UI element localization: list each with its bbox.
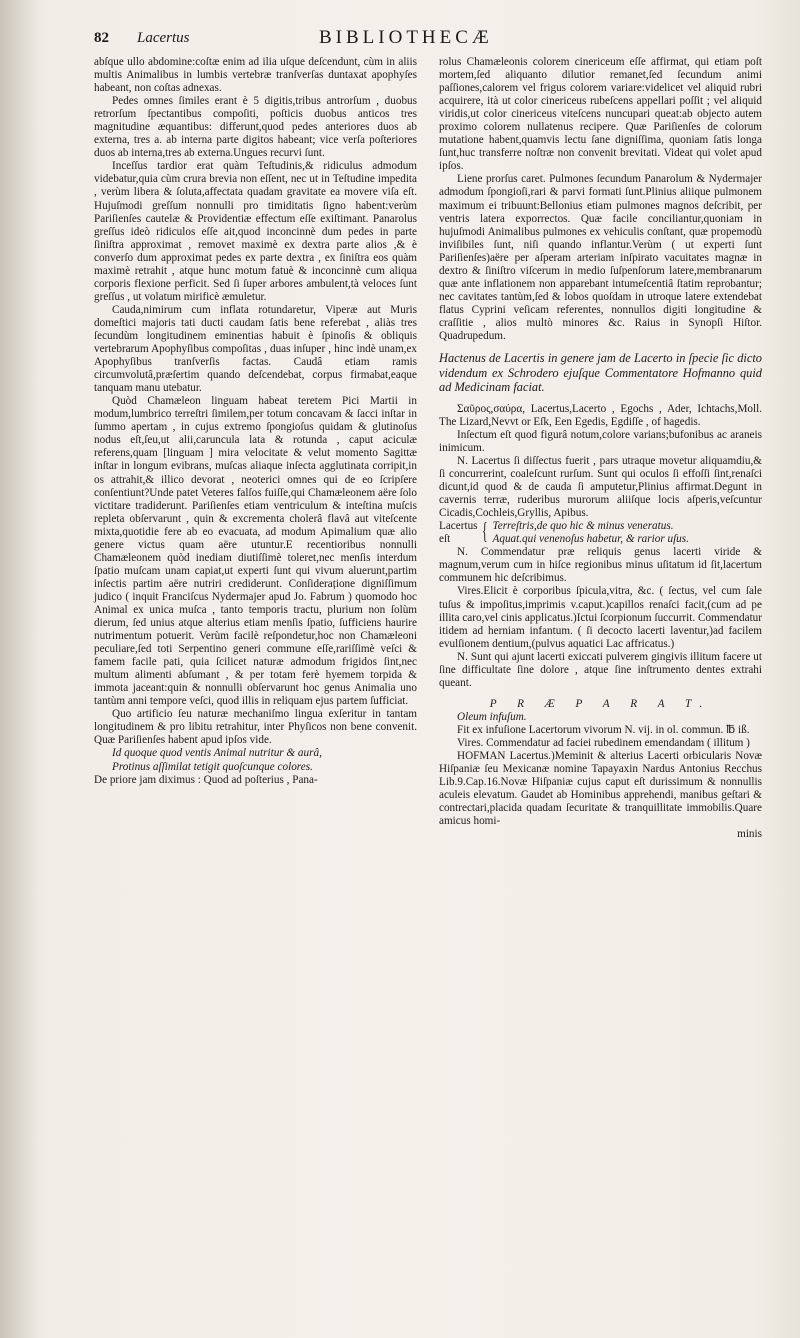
- brace-lines: [493, 520, 762, 546]
- paragraph: Liene prorſus caret. Pulmones ſecundum Panarolum & Nydermajer admodum ſpongioſi,rari & parvi formati ſunt.Plinius aliique pulmonem maximum ei tribuunt:Bellonius etiam pulmones magnos deſcribit, per ventris latera exporrectos. Quæ facile conciliantur,quoniam in hujuſmodi Animalibus pulmones ex vehiculis conſtant, quæ propemodù inviſibiles ſunt, niſi quando inflantur.Verùm ( ut experti ſunt Pariſienſes)aëre per aſperam arteriam inſpirato vacuitates magnæ in dextro & ſiniſtro viſcerum in medio ſuſpenſorum latere,membranarum quæ ante inflationem non apparebant intumeſcentiâ ſtatim reprobantur; nec cavitates tantùm,ſed & lobos quoſdam in utroque latere extendebat flatus Cyprini veſicam referentes, nonnullos digiti longitudine & craſſitie , alios multò minores &c. Raius in Synopſi Hiſtor. Quadrupedum.: [439, 173, 762, 342]
- page-number: 82: [94, 30, 109, 46]
- text-columns: [94, 56, 762, 841]
- brace-list: [439, 520, 762, 546]
- paragraph: Vires.Elicit è corporibus ſpicula,vitra, &c. ( ſectus, vel cum ſale tuſus & impoſitus,imprimis v.caput.)capillos renaſci facit,(cum ad pe illita caro,vel cinis applicatus.)Ictui ſcorpionum ſuccurrit. Commendatur itidem ad herniam infantum. ( ſi decocto lacerti laventur,)ad facilem evulſionem dentium,(pulvus aquatici Lac affricatus.): [439, 585, 762, 650]
- catchword: minis: [737, 828, 762, 841]
- paragraph: Inſectum eſt quod figurâ notum,colore varians;bufonibus ac araneis inimicum.: [439, 428, 762, 454]
- paragraph: De priore jam diximus : Quod ad poſterius , Pana-: [94, 773, 318, 786]
- paragraph: Fit ex infuſione Lacertorum vivorum N. vij. in ol. commun. ℔ iß.: [457, 723, 750, 736]
- brace-line: Aquat.qui venenoſus habetur, & rarior uſus.: [492, 533, 689, 546]
- paragraph: N. Commendatur præ reliquis genus lacerti viride & magnum,verum cum in hiſce regionibus minus uſitatum id ſit,lacertum communem hic deſcribimus.: [439, 546, 762, 585]
- section-heading: Hactenus de Lacertis in genere jam de Lacerto in ſpecie ſic dicto videndum ex Schrodero ejuſque Commentatore Hofmanno quid ad Medicinam faciat.: [439, 351, 762, 395]
- running-word: Lacertus: [137, 30, 190, 46]
- paragraph: HOFMAN Lacertus.)Meminit & alterius Lacerti orbicularis Novæ Hiſpaniæ ſeu Mexicanæ nomine Tapayaxin Nardus Antonius Recchus Lib.9.Cap.16.Novæ Hiſpaniæ cujus caput eſt durissimum & nonnullis aculeis elevatum. Gaudet ab Hominibus apprehendi, manibus geſtari & contrectari,placida quadam ſecuritate & tranquillitate immobilis.Quare amicus homi-: [439, 750, 762, 828]
- brace-line: Terreſtris,de quo hic & minus veneratus.: [492, 520, 674, 533]
- brace-lead: Lacertus eſt: [439, 520, 478, 546]
- paragraph: Quo artificio ſeu naturæ mechaniſmo lingua exſeritur in tantam longitudinem & pro libitu retrahitur, inter Phyſicos non bene convenit. Quæ Pariſienſes habent apud ipſos vide.: [94, 708, 417, 747]
- verse-line: Protinus aſſimilat tetigit quoſcunque colores.: [112, 760, 313, 773]
- paragraph: abſque ullo abdomine:coſtæ enim ad ilia uſque deſcendunt, cùm in aliis multis Animalibus in lumbis vertebræ tranſverſas duntaxat apophyſes habeant, non coſtas adnexas.: [94, 56, 417, 95]
- praeparata-heading: P R Æ P A R A T.: [489, 697, 712, 710]
- paragraph: Quòd Chamæleon linguam habeat teretem Pici Martii in modum,lumbrico terreſtri ſimilem,per totum concavam & ſacci inſtar in ſummo apertam , in cujus extremo ſpongioſus quidam & glutinoſus nodus eſt,ſeu,ut alii,caruncula lata & rotunda , caput aciculæ referens,quam [linguam ] mira velocitate & velut momento Sagittæ inſtar in longum evibrans, muſcas aliaque inſecta agglutinata corripit,in os attrahit,& illico devorat , neoterici omnes qui de eo ſcripſere conſentiunt?Unde patet Veteres falſos fuiſſe,qui Chamæleonem aëre ſolo victitare tradiderunt. Pariſienſes etiam ventriculum & inteſtina muſcis repleta obſervarunt , quin & excrementa cholerâ flavâ aut viteſcente mixta,quotidie fere ab eo evacuata, ad modum Apimalium quæ alio genere victus quam aëre utuntur.E recentioribus nonnulli Chamæleonem quòd inediam diutiſſimè toleret,nec menſis interdum ſpatio muſcam unam capiat,ut experti ſunt qui vivum aluerunt,partim inſectis partim aëre nutriri crediderunt. Conſiderațione digniſſimum judico ( inquit Franciſcus Nydermajer apud Jo. Fabrum ) quomodo hoc Animal ex unica muſca , tanto temporis tractu, plurium non ſolùm dierum, ſed unius atque alterius etiam menſis ſpatio, ſufficiens haurire nutrimentum potuerit. Verùm facilè reſpondetur,hoc non Chamæleoni peculiare,ſed toti Serpentino generi commune eſſe,rariſſimè veſci & famem facile pati, quia ſcilicet naturæ admodum frigidos ſint,nec multum alimenti abſumant , & per totam ferè hyemem torpida & immota jaceant:quin & nonnulli obſervarunt hoc genus Animalia uno tantùm anni tempore veſci, quod illis in reliquam ejus partem ſufficiat.: [94, 395, 417, 708]
- paragraph: Inceſſus tardior erat quàm Teſtudinis,& ridiculus admodum videbatur,quia cùm crura brevia non eſſent, nec ut in Teſtudine impedita , verùm libera & ſoluta,affectata quadam gravitate ea movere viſa eſt. Hujuſmodi greſſum nonnulli pro timiditatis ſigno habent:verùm Pariſienſes cautelæ & Providentiæ effectum eſſe exiſtimant. Panarolus greſſus ideò ridiculos eſſe ait,quod inconcinnè dum pedes in parte ſiniſtra approximat , removet maximè ex dextra parte alios ,& è converſo dum approximat pedes ex parte dextra , ex ſiniſtra eos quàm maximè retrahit , atque hunc motum fatuè & inconcinnè cum aliqua corporis flexione perficit. Sed ſi ſuper arbores ambulent,tà veloces ſunt greſſus , ut volatum mirificè æmuletur.: [94, 160, 417, 303]
- verse-line: Id quoque quod ventis Animal nutritur & aurâ,: [112, 747, 322, 760]
- paragraph: Σαῦρος,σαύρα, Lacertus,Lacerto , Egochs , Ader, Ichtachs,Moll. The Lizard,Nevvt or Eſk, Een Egedis, Egdiſſe , of hagedis.: [439, 402, 762, 428]
- left-column: [94, 56, 417, 841]
- right-column: [439, 56, 762, 841]
- paragraph: rolus Chamæleonis colorem cinericeum eſſe affirmat, qui etiam poſt mortem,ſed aliquanto dilutior remanet,ſed ſecundum animi paſſiones,calorem vel frigus colorem variare:videlicet vel aliquid rubri acquirere, ità ut color cinericeus rubeſcens appellari poſſit ; vel aliquid viridis,ut color cinericeus viteſcens nuncupari queat:ab objecto autem proximo colorem nullatenus recipere. Quæ Pariſienſes de colorum mutatione habent,quamvis lectu ſane digniſſima, quoniam ſatis longa ſunt,huc transferre noſtræ non convenit brevitati. Videat qui volet apud ipſos.: [439, 56, 762, 173]
- curly-brace-icon: {: [481, 519, 488, 546]
- paragraph: Oleum infuſum.: [457, 710, 527, 723]
- paragraph: N. Sunt qui ajunt lacerti exiccati pulverem gingivis illitum facere ut ſine difficultate ſine dolore , atque ſine inſtrumento dentes extrahi queant.: [439, 650, 762, 689]
- paragraph: Vires. Commendatur ad faciei rubedinem emendandam ( illitum ): [457, 736, 750, 749]
- paragraph: N. Lacertus ſi diſſectus fuerit , pars utraque movetur aliquamdiu,& ſi concurrerint, coaleſcunt rurſum. Sunt qui oculos ſi effoſſi ſint,renaſci dicunt,id quod & de cauda ſi amputetur,Plinius affirmat.Degunt in cavernis terræ, ruderibus murorum aliiſque locis aſperis,veſcuntur Cicadis,Cochleis,Gryllis, Apibus.: [439, 455, 762, 520]
- page-title: BIBLIOTHECÆ: [319, 27, 493, 48]
- paragraph: Cauda,nimirum cum inflata rotundaretur, Viperæ aut Muris domeſtici majoris tati ducti caudam ſatis bene referebat , aliàs tres ſecundùm longitudinem eminentias habuit è ſpinoſis & obliquis vertebrarum Apophyſibus compoſitas , duas inſuper , hinc indè unam,ex Apophyſibus tranſverſis factas. Caudâ etiam ramis circumvolutâ,præſertim quando deſcendebat, corpus firmabat,eaque tanquam manu utebatur.: [94, 303, 417, 395]
- paragraph: Pedes omnes ſimiles erant è 5 digitis,tribus antrorſum , duobus retrorſum ſpectantibus compoſiti, poſticis duobus anticos tres magnitudine æquantibus: differunt,quod pedes anteriores duos ab externa, tres a. ab interna parte digitos habeant; vice verſa poſteriores duos ab interna,tres ab externa.Ungues recurvi ſunt.: [94, 95, 417, 160]
- gutter-shadow: [0, 0, 40, 1338]
- running-head: [94, 26, 762, 50]
